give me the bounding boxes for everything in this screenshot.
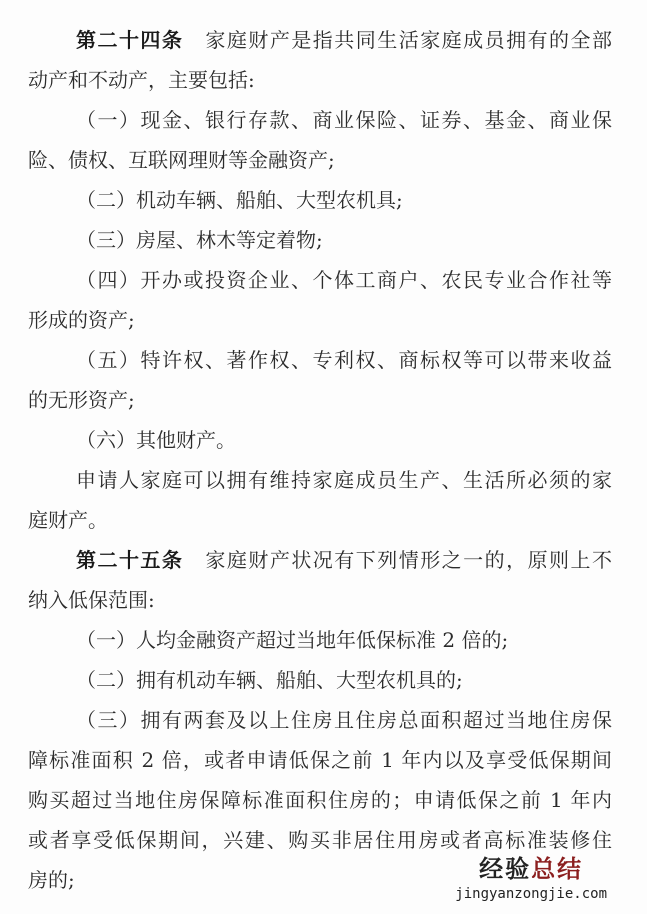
line-text: 家庭财产状况有下列情形之一的，原则上不 [205, 548, 612, 572]
article-number: 第二十四条 [76, 28, 184, 52]
text-line: （一）人均金融资产超过当地年低保标准 2 倍的; [76, 628, 509, 652]
article-number: 第二十五条 [76, 548, 184, 572]
text-line: 障标准面积 2 倍，或者申请低保之前 1 年内以及享受低保期间 [28, 748, 612, 772]
text-line: 险、债权、互联网理财等金融资产; [28, 148, 335, 172]
watermark-url: jingyanzongjie.com [455, 886, 607, 902]
watermark-logo [455, 849, 607, 902]
watermark-text-accent: 总结 [531, 855, 584, 883]
document-page [0, 20, 647, 900]
text-line: 申请人家庭可以拥有维持家庭成员生产、生活所必须的家 [76, 468, 612, 492]
article-25-line [0, 540, 612, 580]
text-line: （二）机动车辆、船舶、大型农机具; [76, 188, 403, 212]
text-line: （五）特许权、著作权、专利权、商标权等可以带来收益 [76, 348, 612, 372]
text-line: （六）其他财产。 [76, 428, 236, 452]
text-line: 庭财产。 [28, 508, 108, 532]
text-line: 购买超过当地住房保障标准面积住房的；申请低保之前 1 年内 [28, 788, 612, 812]
text-line: 房的; [28, 868, 75, 892]
text-line: 动产和不动产，主要包括: [28, 68, 255, 92]
watermark-text: 经验 [479, 855, 532, 883]
text-line: 的无形资产; [28, 388, 135, 412]
text-line: （一）现金、银行存款、商业保险、证券、基金、商业保 [76, 108, 612, 132]
text-line: 形成的资产; [28, 308, 135, 332]
line-text: 家庭财产是指共同生活家庭成员拥有的全部 [205, 28, 612, 52]
text-line: （二）拥有机动车辆、船舶、大型农机具的; [76, 668, 463, 692]
text-line: （四）开办或投资企业、个体工商户、农民专业合作社等 [76, 268, 612, 292]
text-line: （三）拥有两套及以上住房且住房总面积超过当地住房保 [76, 708, 612, 732]
text-line: 或者享受低保期间，兴建、购买非居住用房或者高标准装修住 [28, 828, 612, 852]
article-24-line [0, 20, 612, 60]
text-line: （三）房屋、林木等定着物; [76, 228, 323, 252]
text-line: 纳入低保范围: [28, 588, 155, 612]
